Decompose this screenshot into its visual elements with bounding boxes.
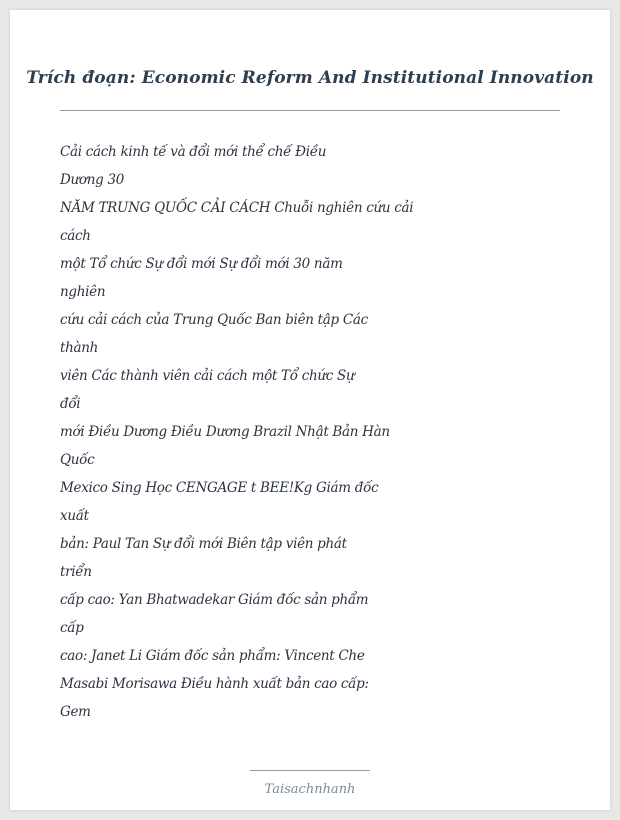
document-page xyxy=(10,10,610,810)
body-line: bản: Paul Tan Sự đổi mới Biên tập viên phát xyxy=(60,536,347,552)
body-line: cao: Janet Li Giám đốc sản phẩm: Vincent Che xyxy=(60,648,365,664)
body-line: nghiên xyxy=(60,284,106,300)
footer-divider xyxy=(250,770,370,771)
body-line: NĂM TRUNG QUỐC CẢI CÁCH Chuỗi nghiên cứu cải xyxy=(60,200,414,216)
body-line: viên Các thành viên cải cách một Tổ chức Sự xyxy=(60,368,355,384)
title-divider xyxy=(60,110,560,111)
body-line: xuất xyxy=(60,508,89,524)
body-line: Gem xyxy=(60,704,91,720)
body-line: cứu cải cách của Trung Quốc Ban biên tập Các xyxy=(60,312,368,328)
document-title: Trích đoạn: Economic Reform And Institutional Innovation xyxy=(26,68,594,88)
body-line: Dương 30 xyxy=(60,172,125,188)
footer-brand: Taisachnhanh xyxy=(264,782,356,797)
document-body xyxy=(60,138,460,726)
body-line: thành xyxy=(60,340,99,356)
body-line: một Tổ chức Sự đổi mới Sự đổi mới 30 năm xyxy=(60,256,343,272)
body-line: cấp xyxy=(60,620,84,636)
body-line: đổi xyxy=(60,396,81,412)
body-line: Mexico Sing Học CENGAGE t BEE!Kg Giám đốc xyxy=(60,480,379,496)
body-line: Masabi Morisawa Điều hành xuất bản cao cấp: xyxy=(60,676,369,692)
body-line: Quốc xyxy=(60,452,95,468)
body-line: Cải cách kinh tế và đổi mới thể chế Điều xyxy=(60,144,327,160)
body-line: cấp cao: Yan Bhatwadekar Giám đốc sản phẩm xyxy=(60,592,369,608)
body-line: mới Điều Dương Điều Dương Brazil Nhật Bản Hàn xyxy=(60,424,390,440)
body-line: cách xyxy=(60,228,91,244)
body-line: triển xyxy=(60,564,92,580)
